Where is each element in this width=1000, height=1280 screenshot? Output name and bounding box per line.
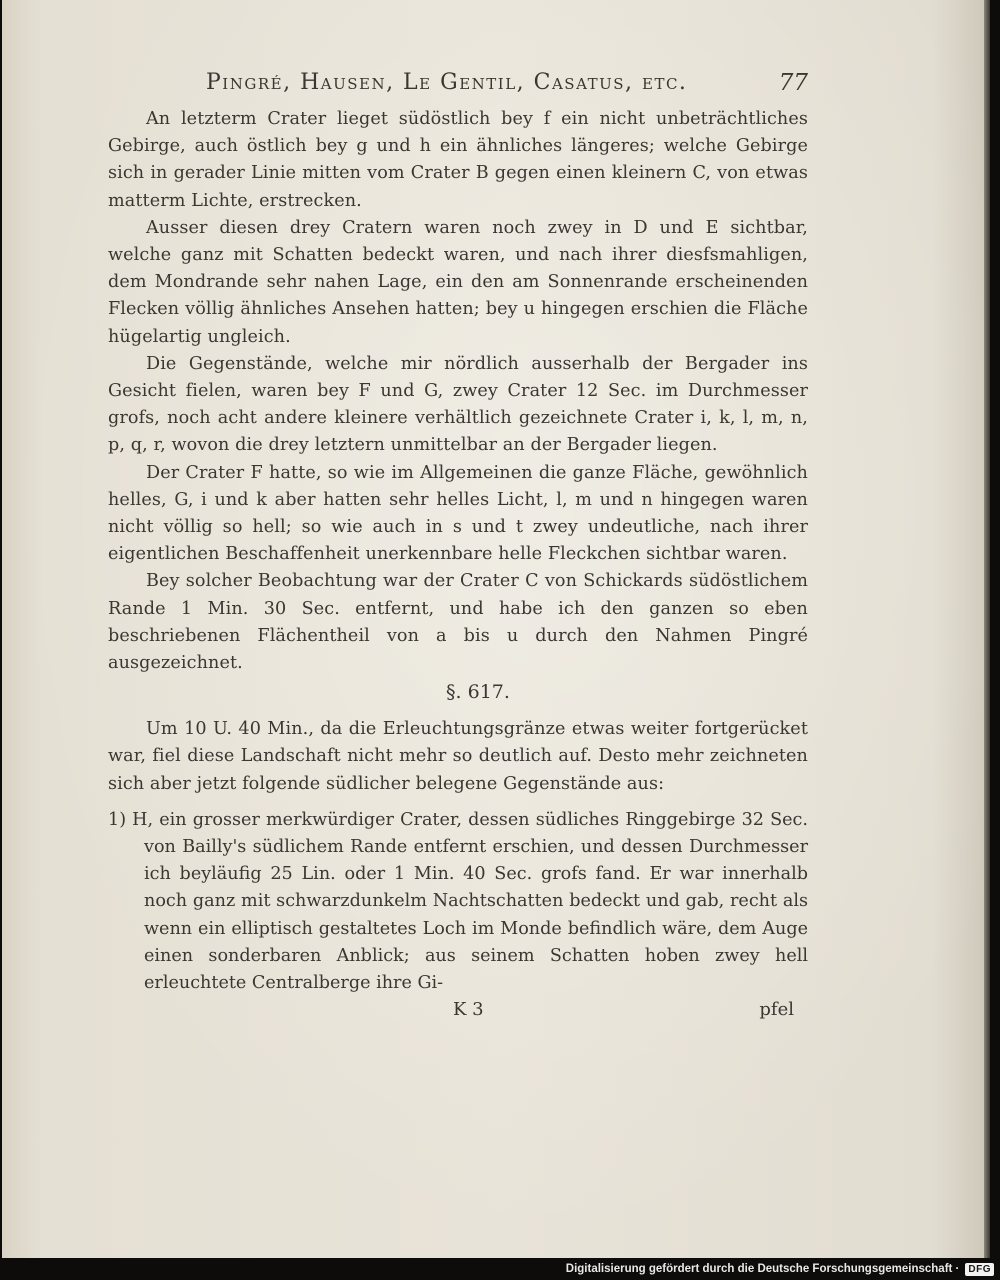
section-heading: §. 617. [446,681,510,704]
paragraph: Der Crater F hatte, so wie im Allgemeinen die ganze Fläche, gewöhnlich helles, G, i und k aber hatten sehr helles Licht, l, m und n hingegen waren nicht völlig so hell; so wie auch in s und t zwey undeutliche, nach ihrer eigentlichen Beschaffenheit unerkennbare helle Fleckchen sichtbar waren. [108,462,808,565]
page-edge [984,0,990,1258]
catchword: pfel [759,999,794,1021]
spacer [108,707,808,716]
credit-text: Digitalisierung gefördert durch die Deutsche Forschungsgemeinschaft · [565,1263,960,1275]
credit-bar [0,1258,1000,1280]
paragraph: Um 10 U. 40 Min., da die Erleuchtungsgränze etwas weiter fortgerücket war, fiel diese Landschaft nicht mehr so deutlich auf. Desto mehr zeichneten sich aber jetzt folgende südlicher belegene Gegenstände aus: [108,719,808,794]
list-item: 1) H, ein grosser merkwürdiger Crater, dessen südliches Ringgebirge 32 Sec. von Bailly's südlichem Rande entfernt erschien, und dessen Durchmesser ich beyläufig 25 Lin. oder 1 Min. 40 Sec. grofs fand. Er war innerhalb noch ganz mit schwarzdunkelm Nachtschatten bedeckt und gab, recht als wenn ein elliptisch gestaltetes Loch im Monde befindlich wäre, dem Auge einen sonderbaren Anblick; aus seinem Schatten hoben zwey hell erleuchtete Centralberge ihre Gi- [108,809,808,994]
signature-mark: K 3 [453,999,484,1021]
spacer [108,798,808,807]
page-footer [108,999,808,1029]
page-header [108,66,808,106]
paragraph: Ausser diesen drey Cratern waren noch zwey in D und E sichtbar, welche ganz mit Schatten bedeckt waren, und nach ihrer diesfsmahligen, dem Mondrande sehr nahen Lage, ein den am Sonnenrande erscheinenden Flecken völlig ähnliches Ansehen hatten; bey u hingegen erschien die Fläche hügelartig ungleich. [108,217,808,347]
paragraph: An letzterm Crater lieget südöstlich bey f ein nicht unbeträchtliches Gebirge, auch östlich bey g und h ein ähnliches längeres; welche Gebirge sich in gerader Linie mitten vom Crater B gegen einen kleinern C, von etwas matterm Lichte, erstrecken. [108,109,808,211]
running-head: Pingré, Hausen, Le Gentil, Casatus, etc. [206,70,688,95]
paragraph: Die Gegenstände, welche mir nördlich ausserhalb der Bergader ins Gesicht fielen, waren bey F und G, zwey Crater 12 Sec. im Durchmesser grofs, noch acht andere kleinere verhältlich gezeichnete Crater i, k, l, m, n, p, q, r, wovon die drey letztern unmittelbar an der Bergader liegen. [108,353,808,456]
page-text-block [108,66,808,1029]
dfg-logo-icon[interactable]: DFG [965,1263,994,1276]
page-number: 77 [778,70,808,96]
paragraph: Bey solcher Beobachtung war der Crater C von Schickards südöstlichem Rande 1 Min. 30 Sec. entfernt, und habe ich den ganzen so eben beschriebenen Flächentheil von a bis u durch den Nahmen Pingré ausgezeichnet. [108,571,808,674]
book-page [2,0,984,1258]
